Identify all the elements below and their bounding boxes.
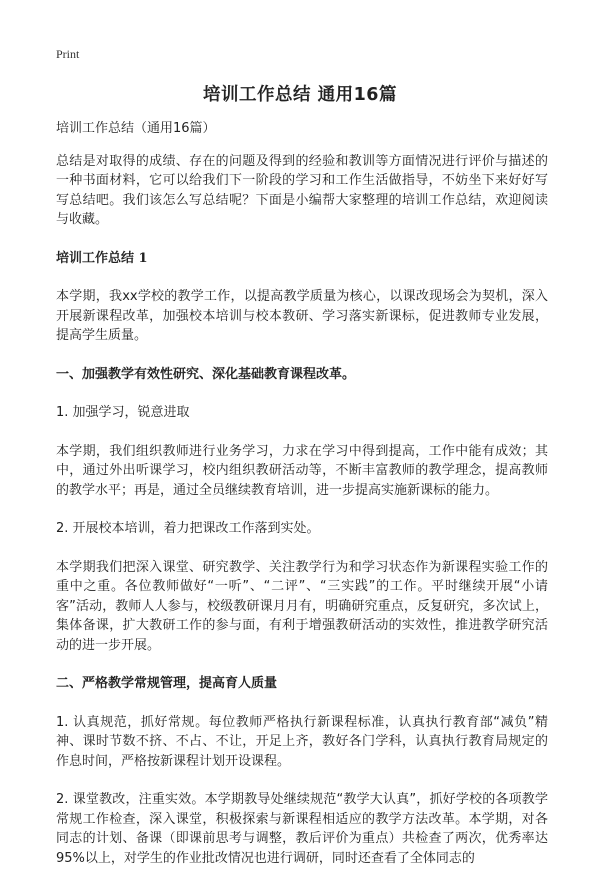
document-title: 培训工作总结 通用16篇 — [203, 85, 397, 105]
intro-paragraph: 总结是对取得的成绩、存在的问题及得到的经验和教训等方面情况进行评价与描述的一种书面材料，它可以给我们下一阶段的学习和工作生活做指导，不妨坐下来好好写写总结吧。我们该怎么写总结呢？下面是小编帮大家整理的培训工作总结，欢迎阅读与收藏。 — [56, 153, 548, 227]
section-heading: 培训工作总结 1 — [56, 250, 148, 266]
document-subtitle: 培训工作总结（通用16篇） — [56, 121, 216, 136]
item-title: 1. 加强学习，锐意进取 — [56, 405, 190, 420]
item-paragraph: 本学期我们把深入课堂、研究教学、关注教学行为和学习状态作为新课程实验工作的重中之重。各位教师做好“一听”、“二评”、“三实践”的工作。平时继续开展“小请客”活动，教师人人参与，校级教研课月月有，明确研究重点，反复研究，多次试上，集体备课，扩大教研工作的参与面，有利于增强教研活动的实效性，推进教学研究活动的进一步开展。 — [56, 559, 548, 653]
item-title: 2. 开展校本培训，着力把课改工作落到实处。 — [56, 521, 320, 536]
part-one-heading: 一、加强教学有效性研究、深化基础教育课程改革。 — [56, 366, 356, 382]
print-link[interactable]: Print — [56, 47, 80, 61]
part-two-heading: 二、严格教学常规管理，提高育人质量 — [56, 676, 278, 691]
item-paragraph: 2. 课堂教改，注重实效。本学期教导处继续规范“教学大认真”，抓好学校的各项教学常规工作检查，深入课堂，积极探索与新课程相适应的教学方法改革。本学期，对各同志的计划、备课（即课前思考与调整，教后评价为重点）共检查了两次，优秀率达95%以上，对学生的作业批改情况也进行调研，同时还查看了全体同志的 — [56, 792, 548, 866]
document-body — [56, 119, 548, 887]
section-paragraph: 本学期，我xx学校的教学工作，以提高教学质量为核心，以课改现场会为契机，深入开展新课程改革，加强校本培训与校本教研、学习落实新课标，促进教师专业发展，提高学生质量。 — [56, 289, 548, 343]
item-paragraph: 本学期，我们组织教师进行业务学习，力求在学习中得到提高，工作中能有成效；其中，通过外出听课学习，校内组织教研活动等，不断丰富教师的教学理念，提高教师的教学水平；再是，通过全员继续教育培训，进一步提高实施新课标的能力。 — [56, 443, 548, 498]
item-paragraph: 1. 认真规范，抓好常规。每位教师严格执行新课程标准，认真执行教育部“减负”精神、课时节数不挤、不占、不让，开足上齐，教好各门学科，认真执行教育局规定的作息时间，严格按新课程计划开设课程。 — [56, 714, 548, 769]
